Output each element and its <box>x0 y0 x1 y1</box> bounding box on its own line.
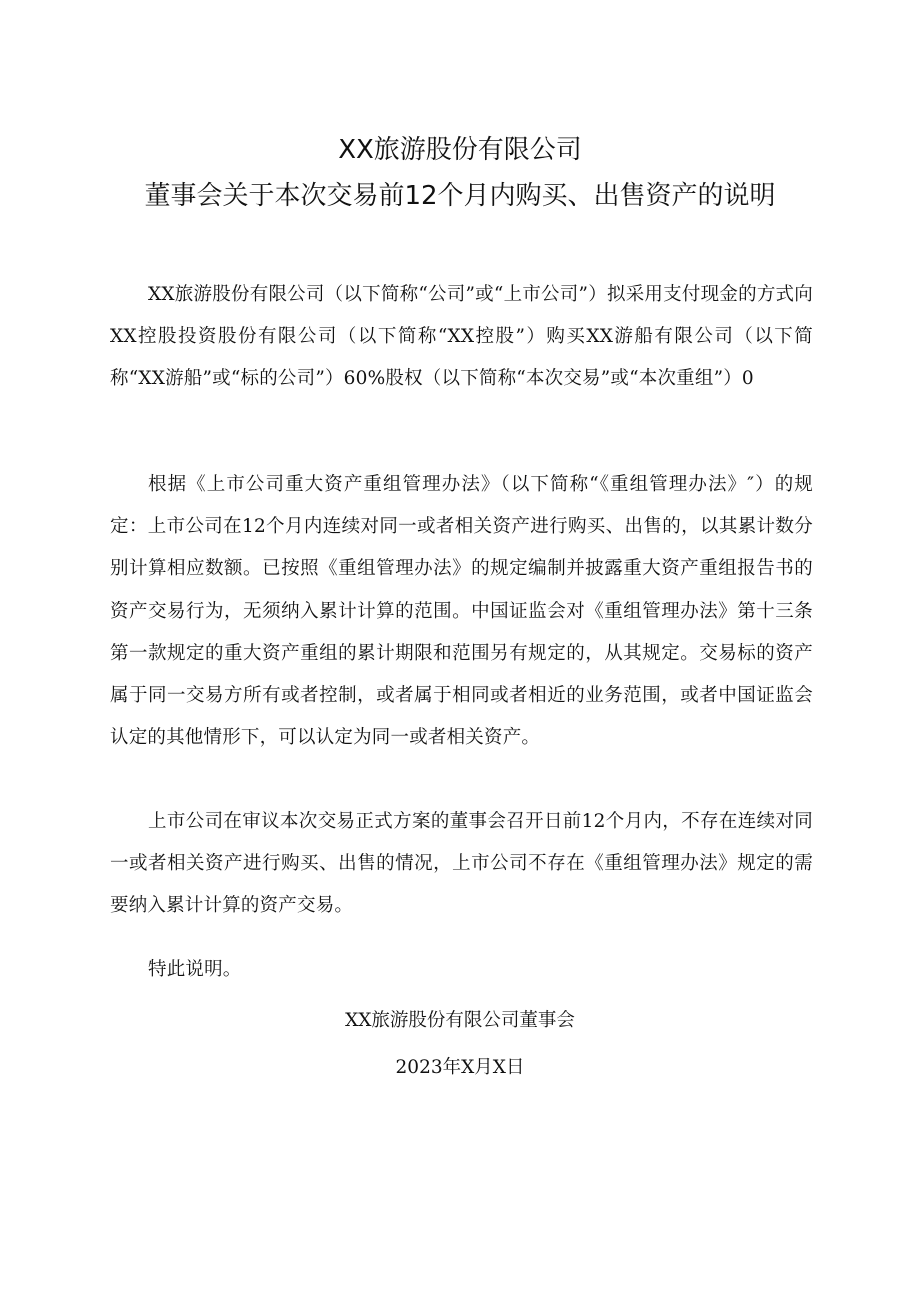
document-title: XX旅游股份有限公司 <box>338 135 582 165</box>
paragraph-regulation: 根据《上市公司重大资产重组管理办法》（以下简称“《重组管理办法》″）的规定：上市公司在12个月内连续对同一或者相关资产进行购买、出售的，以其累计数分别计算相应数额。已按照《重组管理办法》的规定编制并披露重大资产重组报告书的资产交易行为，无须纳入累计计算的范围。中国证监会对《重组管理办法》第十三条第一款规定的重大资产重组的累计期限和范围另有规定的，从其规定。交易标的资产属于同一交易方所有或者控制，或者属于相同或者相近的业务范围，或者中国证监会认定的其他情形下，可以认定为同一或者相关资产。 <box>110 474 813 749</box>
paragraph-transaction-overview: XX旅游股份有限公司（以下简称“公司”或“上市公司”）拟采用支付现金的方式向XX控股投资股份有限公司（以下简称“XX控股”）购买XX游船有限公司（以下简称“XX游船”或“标的公司”）60%股权（以下简称“本次交易”或“本次重组”）0 <box>110 284 813 390</box>
paragraph-closing-remark: 特此说明。 <box>148 959 242 980</box>
board-signature: XX旅游股份有限公司董事会 <box>345 1010 575 1031</box>
document-subtitle: 董事会关于本次交易前12个月内购买、出售资产的说明 <box>144 181 776 211</box>
paragraph-statement: 上市公司在审议本次交易正式方案的董事会召开日前12个月内，不存在连续对同一或者相关资产进行购买、出售的情况，上市公司不存在《重组管理办法》规定的需要纳入累计计算的资产交易。 <box>110 811 813 917</box>
document-date: 2023年X月X日 <box>395 1057 525 1078</box>
